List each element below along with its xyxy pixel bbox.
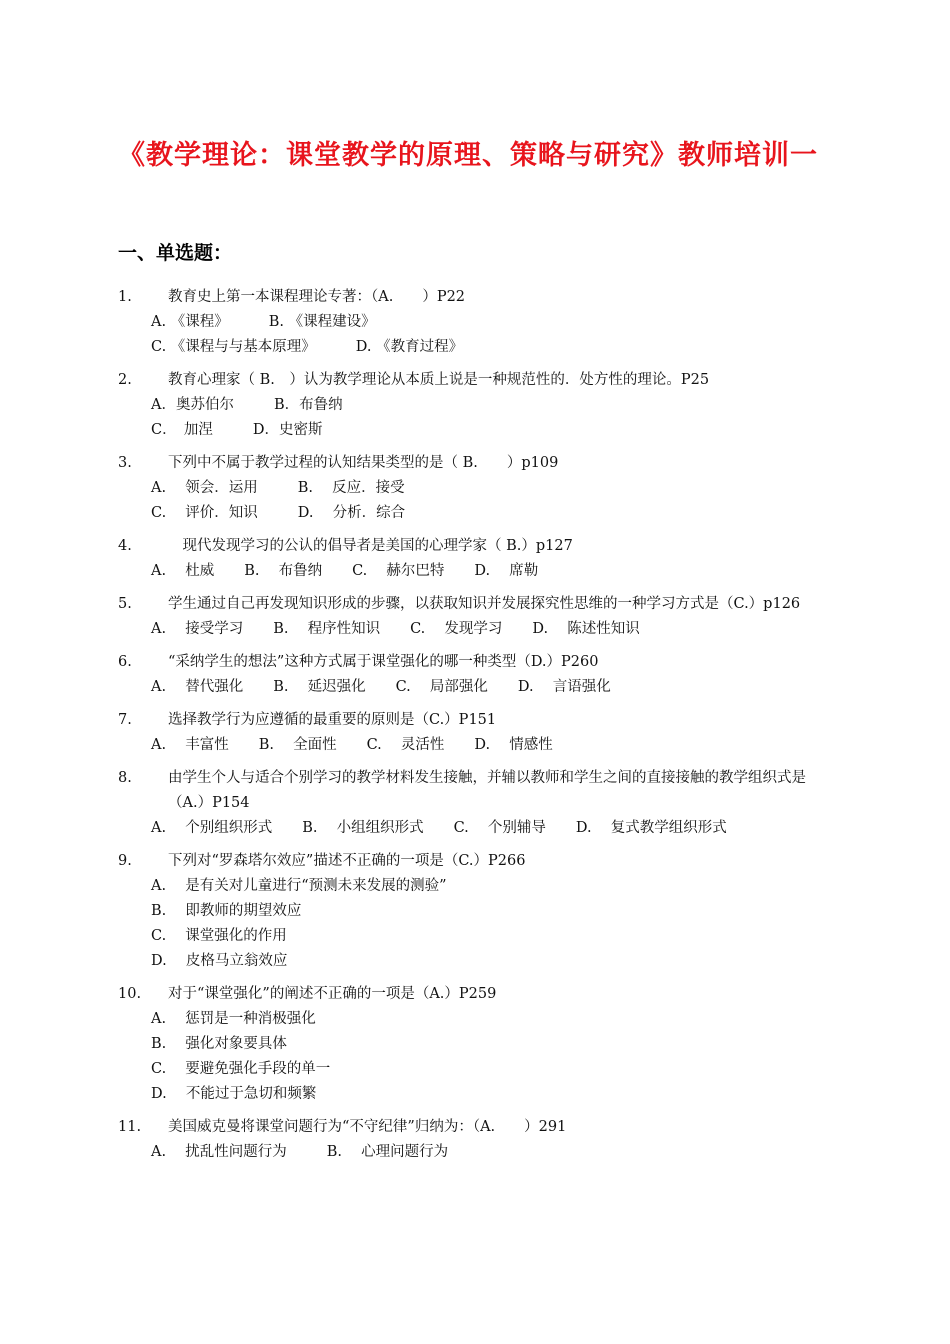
question-item [118,451,830,526]
question-text: 对于“课堂强化”的阐述不正确的一项是（A.）P259 [168,986,497,1002]
question-number: 10. [118,986,142,1002]
question-text: 选择教学行为应遵循的最重要的原则是（C.）P151 [168,712,497,728]
answer-option: B. 即教师的期望效应 [151,903,302,919]
question-item [118,650,830,700]
question-stem [118,1115,830,1140]
question-text: 教育心理家（ B. ）认为教学理论从本质上说是一种规范性的．处方性的理论。P25 [168,372,710,388]
question-stem [118,451,830,476]
answer-option: D. 分析．综合 [297,505,406,521]
answer-option: D. 言语强化 [517,679,611,695]
answer-option: D. 皮格马立翁效应 [151,953,288,969]
answer-option: B. 小组组织形式 [302,820,424,836]
answer-option: C. 评价．知识 [151,505,258,521]
question-item [118,368,830,443]
question-number: 8. [118,770,132,786]
question-text: 现代发现学习的公认的倡导者是美国的心理学家（ B.）p127 [168,538,573,554]
section-heading: 一、单选题： [118,242,233,264]
answer-option: D．史密斯 [252,422,323,438]
question-number: 3. [118,455,132,471]
answer-option: A. 《课程》 [151,314,229,330]
answer-option: D. 席勒 [474,563,539,579]
option-row [118,1082,830,1107]
question-number: 5. [118,596,132,612]
answer-option: A. 是有关对儿童进行“预测未来发展的测验” [151,878,447,894]
question-number: 1. [118,289,132,305]
answer-option: A. 丰富性 [151,737,229,753]
question-item [118,1115,830,1165]
answer-option: D. 复式教学组织形式 [575,820,727,836]
option-row [118,949,830,974]
option-row [118,476,830,501]
option-row [118,1007,830,1032]
answer-option: B. 布鲁纳 [244,563,323,579]
question-stem [118,285,830,310]
question-text: 下列中不属于教学过程的认知结果类型的是（ B. ）p109 [168,455,559,471]
option-row [118,733,830,758]
question-stem [118,708,830,733]
option-row [118,816,830,841]
answer-option: C. 要避免强化手段的单一 [151,1061,331,1077]
option-row [118,899,830,924]
question-item [118,982,830,1107]
option-row [118,1140,830,1165]
question-number: 7. [118,712,132,728]
question-item [118,592,830,642]
answer-option: C. 个别辅导 [453,820,546,836]
answer-option: B. 程序性知识 [273,621,381,637]
answer-option: A. 惩罚是一种消极强化 [151,1011,316,1027]
answer-option: B. 延迟强化 [273,679,366,695]
question-text: 学生通过自己再发现知识形成的步骤，以获取知识并发展探究性思维的一种学习方式是（C.）p126 [168,596,801,612]
question-number: 2. [118,372,132,388]
question-item [118,285,830,360]
question-text: 由学生个人与适合个别学习的教学材料发生接触，并辅以教师和学生之间的直接接触的教学组织式是（A.）P154 [168,770,806,811]
option-row [118,874,830,899]
answer-option: D. 情感性 [474,737,553,753]
answer-option: D. 《教育过程》 [355,339,464,355]
option-row [118,418,830,443]
option-row [118,1032,830,1057]
option-row [118,501,830,526]
option-row [118,310,830,335]
question-number: 4. [118,538,132,554]
question-stem [118,849,830,874]
option-row [118,924,830,949]
question-stem [118,534,830,559]
question-stem [118,592,830,617]
question-list [118,285,830,1173]
question-item [118,766,830,841]
answer-option: A. 杜威 [151,563,215,579]
question-stem [118,650,830,675]
question-item [118,708,830,758]
answer-option: A. 个别组织形式 [151,820,273,836]
question-item [118,534,830,584]
answer-option: A. 替代强化 [151,679,244,695]
option-row [118,559,830,584]
option-row [118,675,830,700]
question-text: 教育史上第一本课程理论专著：（A. ）P22 [168,289,466,305]
option-row [118,335,830,360]
answer-option: A. 领会．运用 [151,480,258,496]
question-text: 下列对“罗森塔尔效应”描述不正确的一项是（C.）P266 [168,853,526,869]
answer-option: A. 接受学习 [151,621,244,637]
option-row [118,1057,830,1082]
question-stem [118,368,830,393]
answer-option: C． 加涅 [151,422,213,438]
answer-option: C. 局部强化 [395,679,488,695]
question-number: 9. [118,853,132,869]
answer-option: C. 灵活性 [366,737,445,753]
option-row [118,393,830,418]
answer-option: B. 心理问题行为 [326,1144,449,1160]
answer-option: B. 全面性 [258,737,337,753]
document-title: 《教学理论：课堂教学的原理、策略与研究》教师培训一 [118,140,818,171]
answer-option: B. 强化对象要具体 [151,1036,287,1052]
option-row [118,617,830,642]
answer-option: C. 赫尔巴特 [352,563,445,579]
answer-option: D. 陈述性知识 [532,621,640,637]
question-text: 美国威克曼将课堂问题行为“不守纪律”归纳为：（A. ）291 [168,1119,567,1135]
answer-option: C. 《课程与与基本原理》 [151,339,316,355]
answer-option: C. 发现学习 [410,621,503,637]
answer-option: B．布鲁纳 [273,397,343,413]
question-stem [118,982,830,1007]
answer-option: B. 反应．接受 [297,480,405,496]
answer-option: B. 《课程建设》 [268,314,376,330]
answer-option: C. 课堂强化的作用 [151,928,287,944]
question-item [118,849,830,974]
question-number: 11. [118,1119,142,1135]
answer-option: A．奥苏伯尔 [151,397,234,413]
question-text: “采纳学生的想法”这种方式属于课堂强化的哪一种类型（D.）P260 [168,654,599,670]
question-number: 6. [118,654,132,670]
answer-option: A. 扰乱性问题行为 [151,1144,287,1160]
question-stem [118,766,830,816]
answer-option: D. 不能过于急切和频繁 [151,1086,317,1102]
